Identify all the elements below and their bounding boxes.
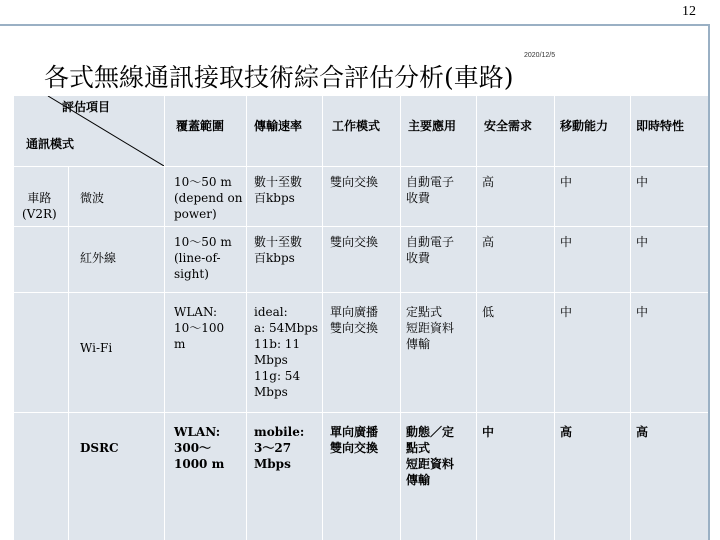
rate-cell: 數十至數 百kbps: [254, 175, 303, 205]
mode-label: DSRC: [80, 441, 119, 455]
column-divider: [246, 96, 247, 540]
realtime-cell: 中: [636, 175, 649, 189]
application-cell: 動態／定 點式 短距資料 傳輸: [406, 425, 455, 487]
column-header-work-mode: 工作模式: [332, 119, 381, 133]
column-header-mobility: 移動能力: [560, 119, 609, 133]
realtime-cell: 高: [636, 425, 649, 439]
row-divider: [14, 412, 708, 413]
mobility-cell: 高: [560, 425, 573, 439]
security-cell: 高: [482, 235, 495, 249]
application-cell: 自動電子 收費: [406, 175, 455, 205]
mobility-cell: 中: [560, 235, 573, 249]
work-mode-cell: 單向廣播 雙向交換: [330, 425, 379, 455]
column-divider: [554, 96, 555, 540]
work-mode-cell: 雙向交換: [330, 235, 379, 249]
mode-label: 微波: [80, 191, 105, 205]
mode-label: Wi-Fi: [80, 341, 113, 355]
mobility-cell: 中: [560, 175, 573, 189]
column-header-security: 安全需求: [484, 119, 533, 133]
date-label: 2020/12/5: [524, 52, 556, 59]
mobility-cell: 中: [560, 305, 573, 319]
column-divider: [164, 96, 165, 540]
coverage-cell: 10～50 m (line-of- sight): [174, 235, 232, 281]
coverage-cell: 10～50 m (depend on power): [174, 175, 243, 221]
column-divider: [322, 96, 323, 540]
corner-bottom-label: 通訊模式: [26, 137, 75, 151]
column-header-coverage: 覆蓋範圍: [176, 119, 225, 133]
page-number: 12: [682, 4, 696, 19]
rate-cell: 數十至數 百kbps: [254, 235, 303, 265]
column-divider: [630, 96, 631, 540]
mode-label: 紅外線: [80, 251, 117, 265]
rate-cell: ideal: a: 54Mbps 11b: 11 Mbps 11g: 54 Mbps: [254, 305, 319, 399]
row-divider: [14, 292, 708, 293]
application-cell: 自動電子 收費: [406, 235, 455, 265]
realtime-cell: 中: [636, 235, 649, 249]
group-label: 車路 (V2R): [22, 191, 57, 221]
security-cell: 中: [482, 425, 495, 439]
realtime-cell: 中: [636, 305, 649, 319]
column-divider: [476, 96, 477, 540]
work-mode-cell: 單向廣播 雙向交換: [330, 305, 379, 335]
column-header-realtime: 即時特性: [636, 119, 685, 133]
column-header-rate: 傳輸速率: [254, 119, 303, 133]
rate-cell: mobile: 3～27 Mbps: [254, 425, 305, 471]
row-divider: [14, 226, 708, 227]
column-divider: [68, 166, 69, 540]
column-header-application: 主要應用: [408, 119, 457, 133]
slide-title: 各式無線通訊接取技術綜合評估分析(車路): [44, 63, 514, 92]
security-cell: 低: [482, 305, 495, 319]
corner-top-label: 評估項目: [62, 100, 111, 114]
row-divider: [14, 166, 708, 167]
security-cell: 高: [482, 175, 495, 189]
coverage-cell: WLAN: 300～ 1000 m: [174, 425, 225, 471]
application-cell: 定點式 短距資料 傳輸: [406, 305, 455, 351]
evaluation-table: [14, 96, 708, 540]
right-rule: [708, 24, 710, 540]
top-rule: [0, 24, 710, 26]
coverage-cell: WLAN: 10～100 m: [174, 305, 225, 351]
column-divider: [400, 96, 401, 540]
work-mode-cell: 雙向交換: [330, 175, 379, 189]
